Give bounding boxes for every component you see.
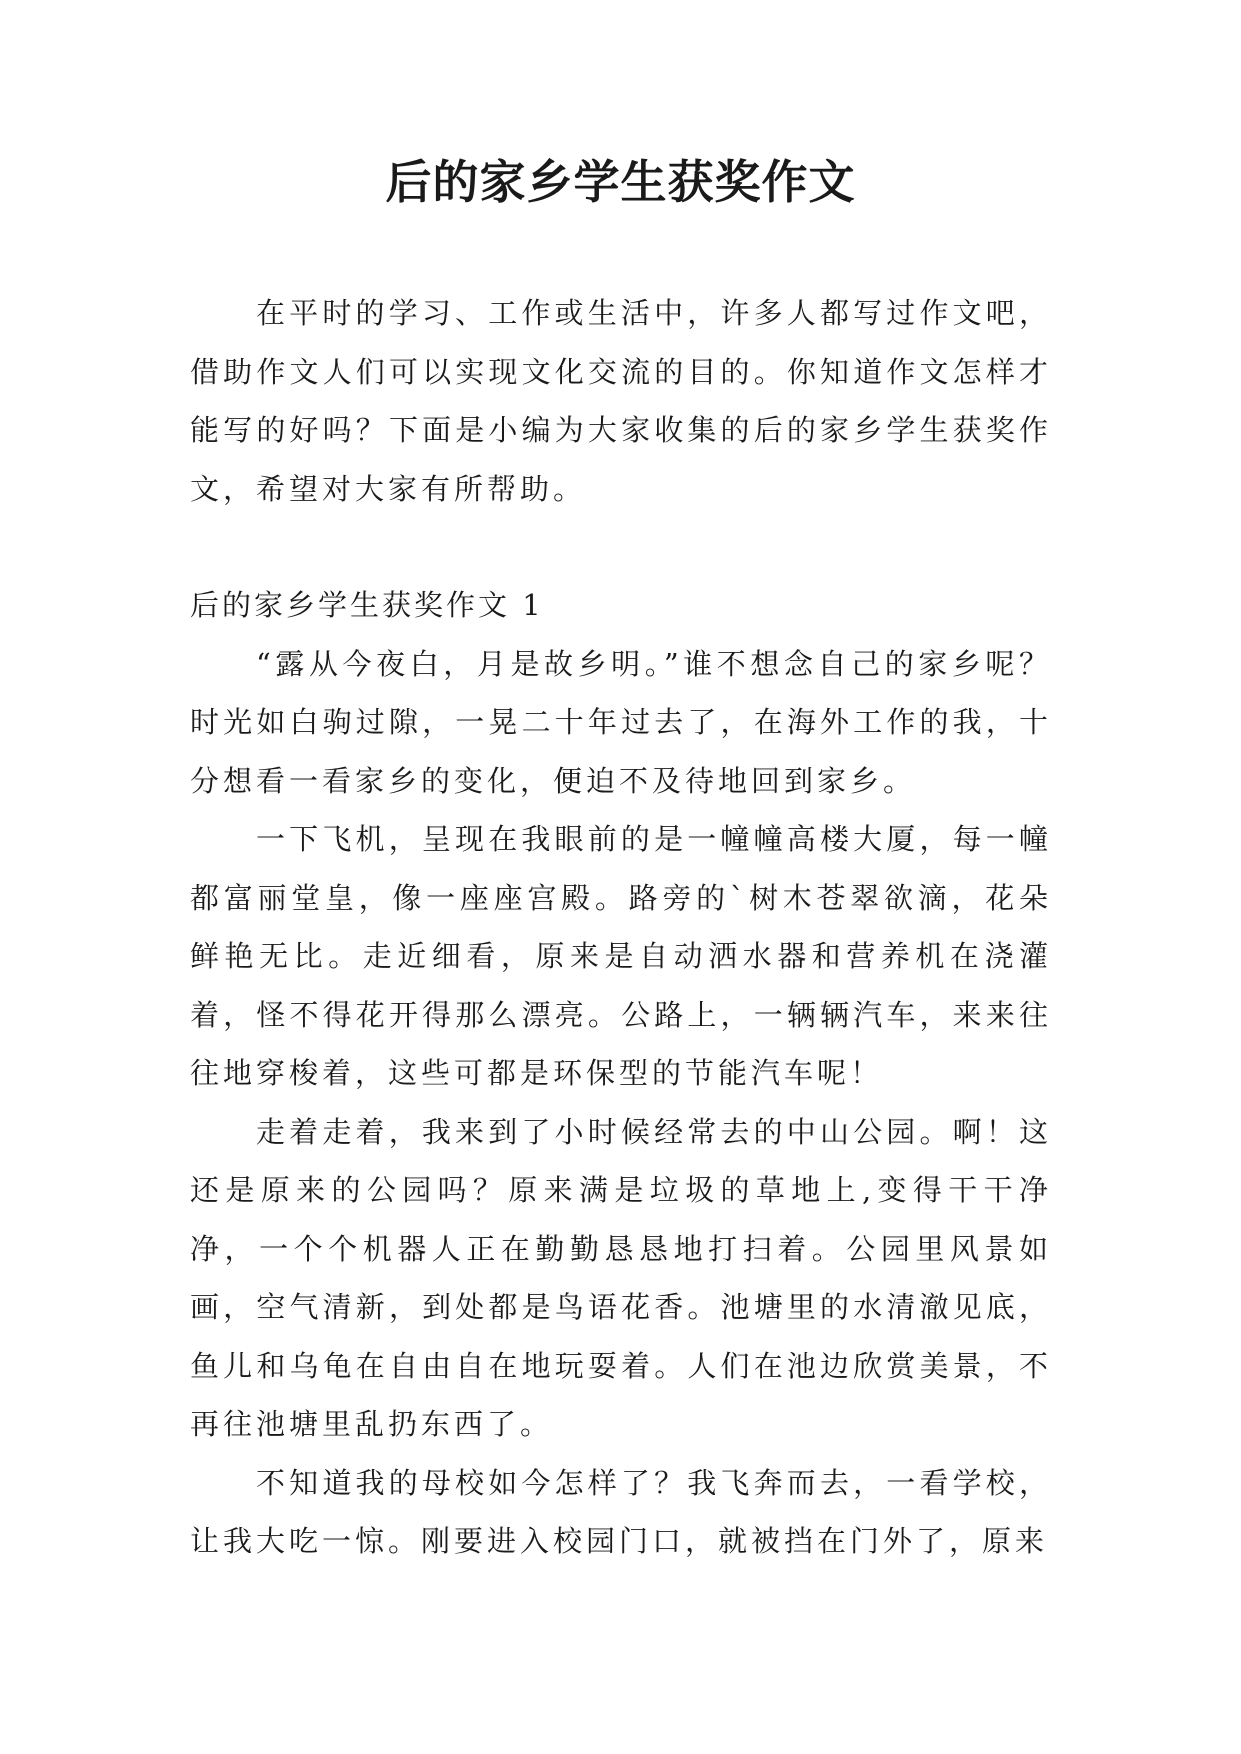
document-body xyxy=(190,284,1052,1571)
body-paragraph: 走着走着，我来到了小时候经常去的中山公园。啊！这还是原来的公园吗？原来满是垃圾的草地上,变得干干净净，一个个机器人正在勤勤恳恳地打扫着。公园里风景如画，空气清新，到处都是鸟语花香。池塘里的水清澈见底，鱼儿和乌龟在自由自在地玩耍着。人们在池边欣赏美景，不再往池塘里乱扔东西了。 xyxy=(190,1114,1052,1441)
intro-paragraph: 在平时的学习、工作或生活中，许多人都写过作文吧，借助作文人们可以实现文化交流的目的。你知道作文怎样才能写的好吗？下面是小编为大家收集的后的家乡学生获奖作文，希望对大家有所帮助。 xyxy=(190,296,1052,506)
body-paragraph: “露从今夜白，月是故乡明。”谁不想念自己的家乡呢？时光如白驹过隙，一晃二十年过去了，在海外工作的我，十分想看一看家乡的变化，便迫不及待地回到家乡。 xyxy=(190,646,1052,798)
body-paragraph: 一下飞机，呈现在我眼前的是一幢幢高楼大厦，每一幢都富丽堂皇，像一座座宫殿。路旁的`树木苍翠欲滴，花朵鲜艳无比。走近细看，原来是自动洒水器和营养机在浇灌着，怪不得花开得那么漂亮。公路上，一辆辆汽车，来来往往地穿梭着，这些可都是环保型的节能汽车呢！ xyxy=(190,822,1052,1090)
section-heading: 后的家乡学生获奖作文 1 xyxy=(190,588,544,622)
body-paragraph: 不知道我的母校如今怎样了？我飞奔而去，一看学校，让我大吃一惊。刚要进入校园门口，就被挡在门外了，原来 xyxy=(190,1465,1052,1558)
document-title: 后的家乡学生获奖作文 xyxy=(385,155,856,209)
